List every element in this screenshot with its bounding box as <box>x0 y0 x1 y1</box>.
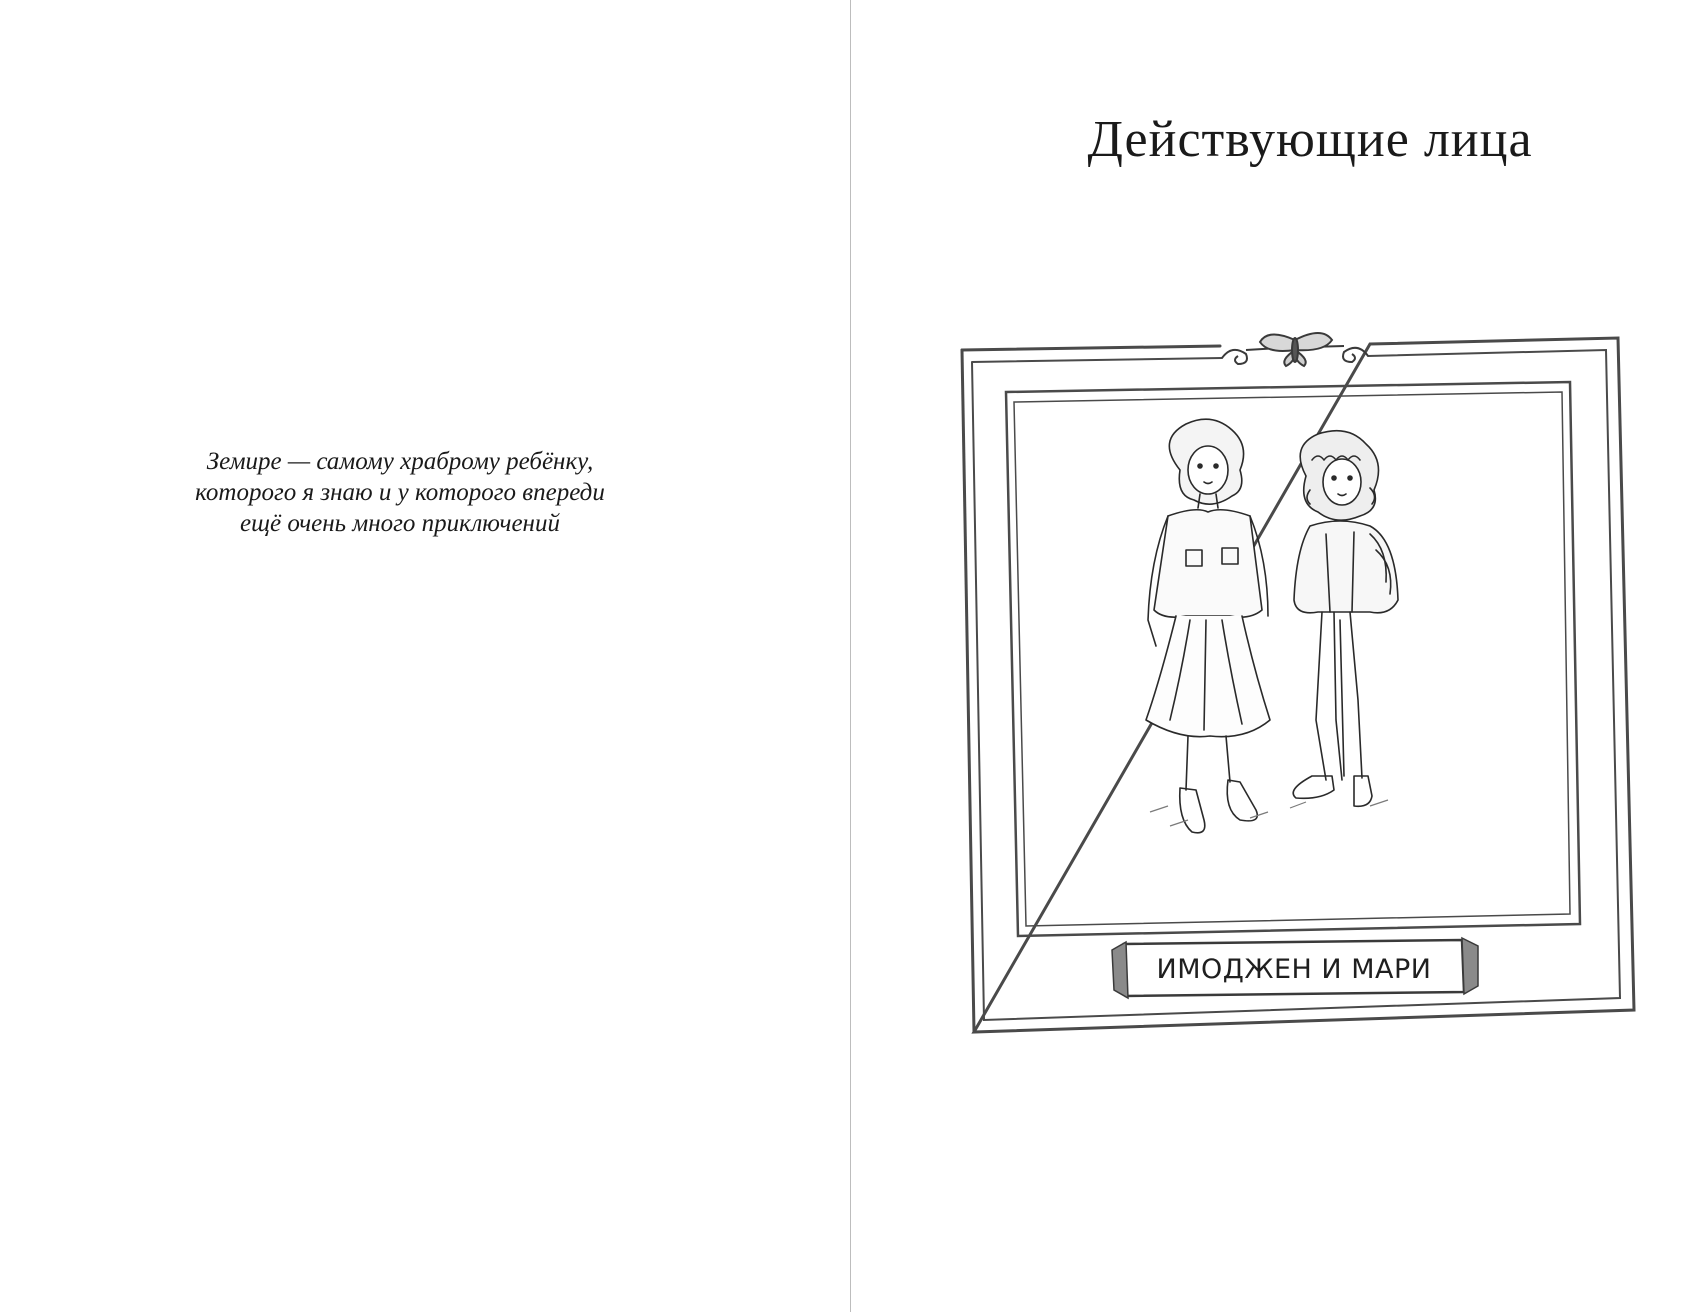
moth-icon <box>1222 333 1368 366</box>
girl-left-figure <box>1146 419 1270 833</box>
character-illustration <box>950 320 1640 1040</box>
page-title: Действующие лица <box>1087 111 1533 168</box>
character-caption: ИМОДЖЕН И МАРИ <box>1156 954 1432 985</box>
dedication-line: Земире — самому храброму ребёнку, <box>206 448 594 475</box>
dedication-line: которого я знаю и у которого впереди <box>195 479 605 506</box>
dedication-line: ещё очень много приключений <box>240 510 560 537</box>
ground-shadow <box>1150 800 1388 826</box>
outer-frame <box>962 338 1634 1032</box>
caption-plate <box>1112 938 1478 998</box>
dedication <box>150 446 650 539</box>
page-gutter <box>850 0 851 1312</box>
girl-right-figure <box>1293 431 1398 807</box>
